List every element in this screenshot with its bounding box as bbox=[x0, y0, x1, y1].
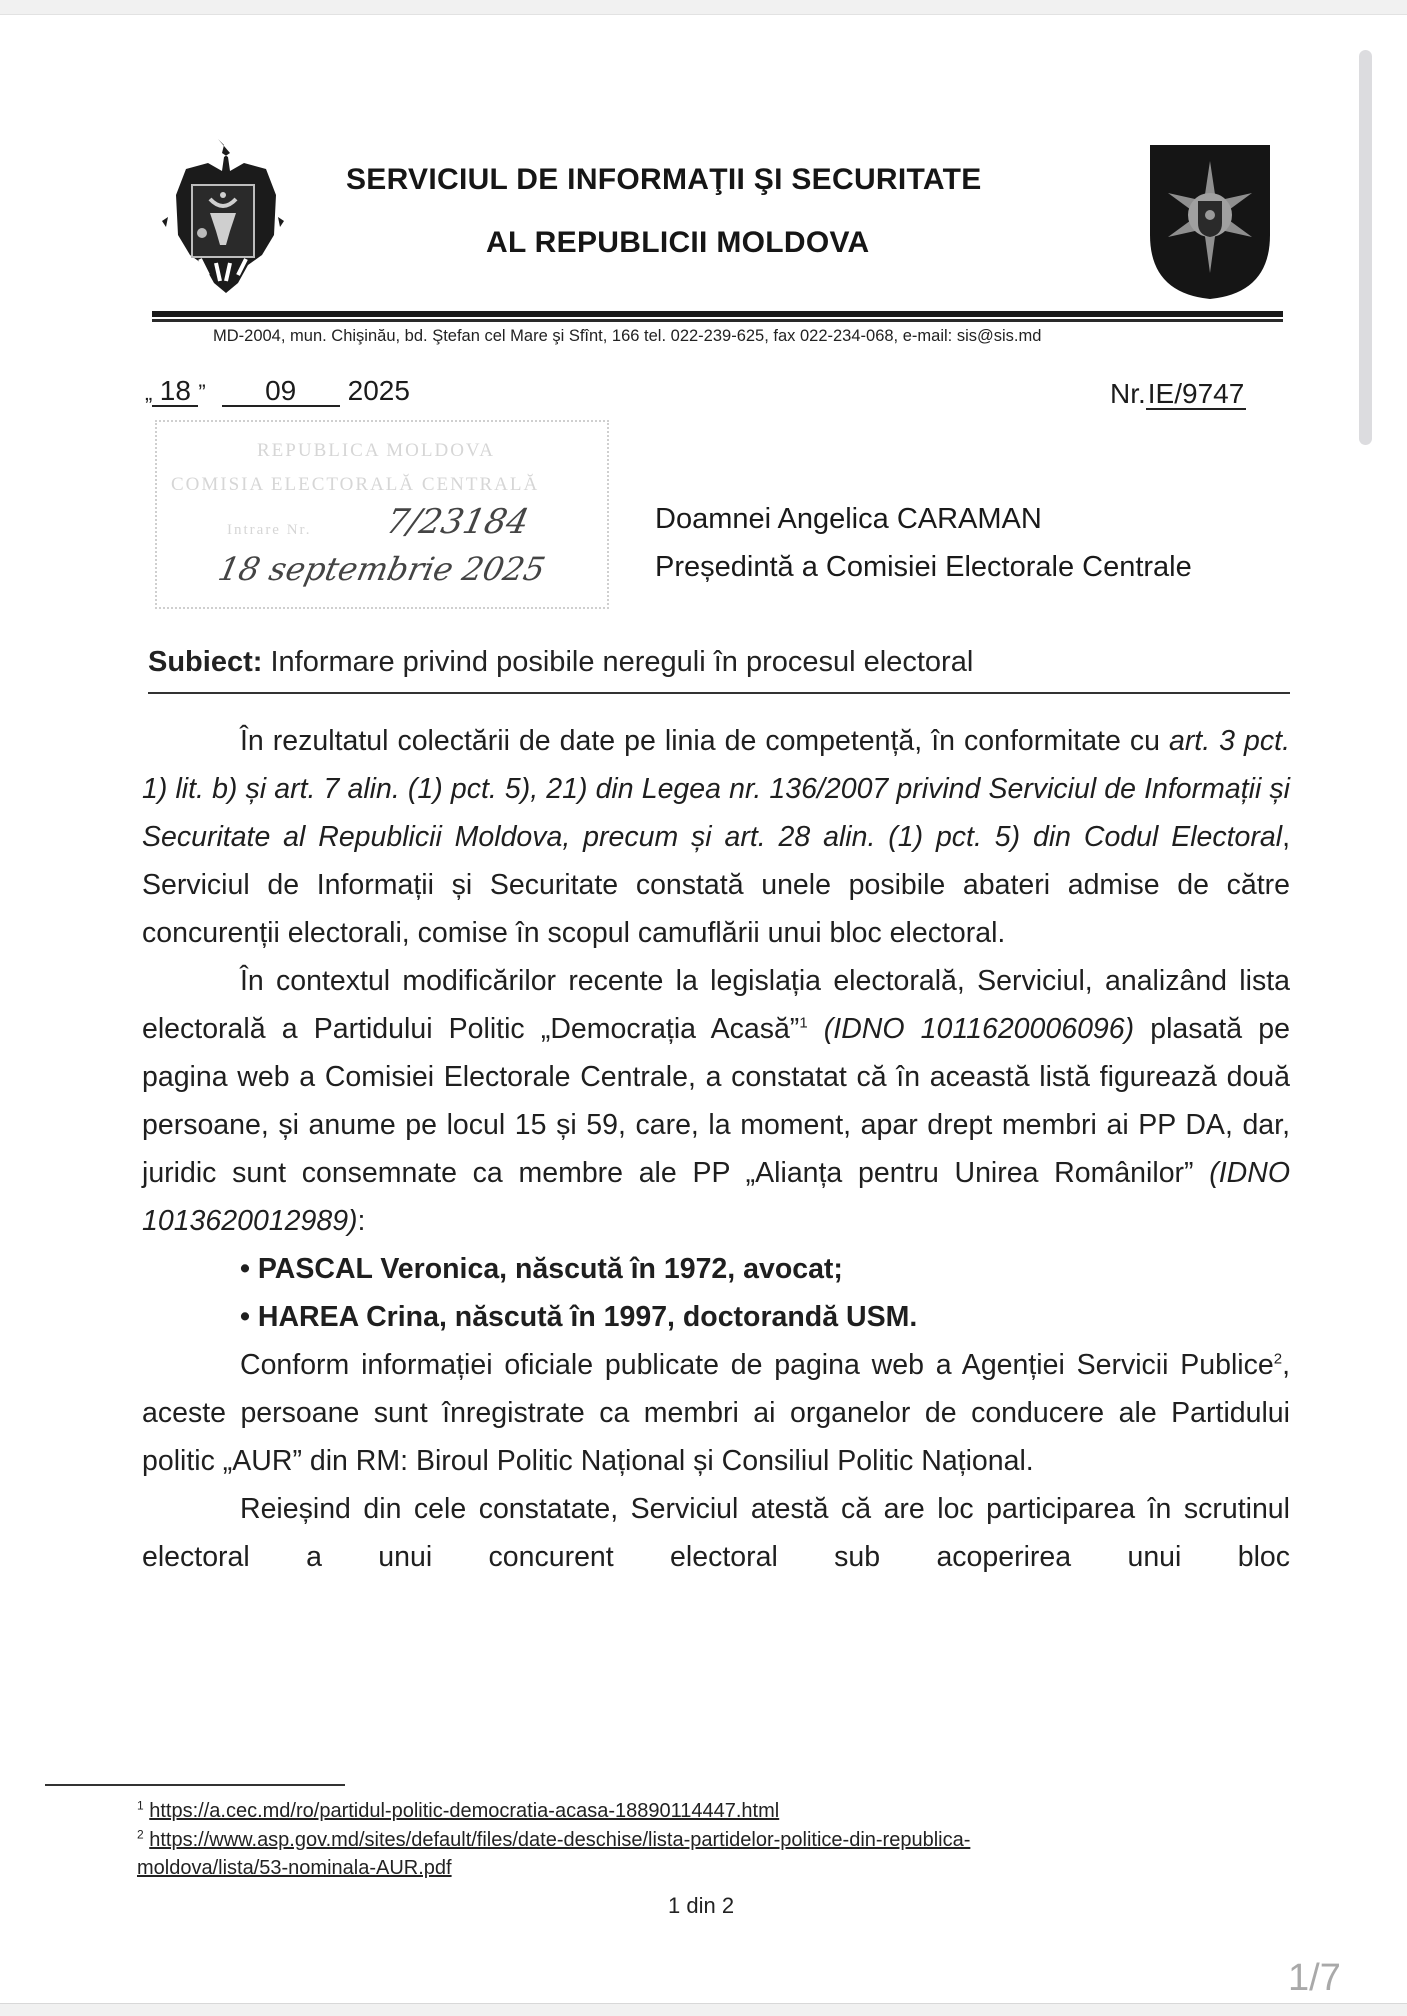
footnote-2 bbox=[137, 1829, 970, 1852]
footnote-rule bbox=[45, 1784, 345, 1786]
paragraph-1 bbox=[142, 717, 1290, 957]
stamp-printed-line3: Intrare Nr. bbox=[227, 522, 312, 538]
subject-label: Subiect: bbox=[148, 646, 263, 678]
recipient-title: Președintă a Comisiei Electorale Centrale bbox=[655, 551, 1192, 583]
legal-reference: art. 3 pct. 1) lit. b) și art. 7 alin. (1) pct. 5), 21) din Legea nr. 136/2007 privind Serviciul de Informații și Securitate al Republicii Moldova, precum și art. 28 alin. (1) pct. 5) din Codul Electoral bbox=[142, 725, 1290, 853]
date-day: 18 bbox=[152, 377, 198, 407]
number-value: IE/9747 bbox=[1147, 378, 1245, 409]
viewer-page-indicator: 1/7 bbox=[1288, 1957, 1341, 1999]
letter-number bbox=[1110, 378, 1246, 410]
moldova-coat-of-arms-icon bbox=[158, 133, 288, 293]
paragraph-1-text: În rezultatul colectării de date pe linia de competență, în conformitate cu bbox=[240, 725, 1169, 757]
paragraph-2-text-end: : bbox=[357, 1205, 366, 1237]
institution-title-line1: SERVICIUL DE INFORMAŢII ŞI SECURITATE bbox=[346, 163, 982, 196]
header-rule bbox=[152, 311, 1283, 317]
paragraph-2 bbox=[142, 957, 1290, 1245]
viewer-bottom-bar bbox=[0, 2003, 1407, 2016]
bullet-item-1: • PASCAL Veronica, născută în 1972, avocat; bbox=[240, 1253, 843, 1285]
idno-aur: (IDNO 1013620012989) bbox=[142, 1157, 1290, 1237]
paragraph-3-text-end: , aceste persoane sunt înregistrate ca membri ai organelor de conducere ale Partidului politic „AUR” din RM: Biroul Politic Național și Consiliul Politic Național. bbox=[142, 1349, 1290, 1477]
recipient-name: Doamnei Angelica CARAMAN bbox=[655, 503, 1042, 535]
bullet-item-2: • HAREA Crina, născută în 1997, doctorandă USM. bbox=[240, 1301, 918, 1333]
footnote-2-link[interactable]: https://www.asp.gov.md/sites/default/files/date-deschise/lista-partidelor-politice-din-republica- bbox=[149, 1829, 971, 1851]
institution-title-line2: AL REPUBLICII MOLDOVA bbox=[486, 226, 870, 259]
paragraph-2-text-mid: plasată pe pagina web a Comisiei Electorale Centrale, a constatat că în această listă figurează două persoane, și anume pe locul 15 și 59, care, la moment, apar drept membri ai PP DA, dar, juridic sunt consemnate ca membre ale PP „Alianța pentru Unirea Românilor” bbox=[142, 1013, 1290, 1189]
footnote-1-number: 1 bbox=[137, 1798, 144, 1813]
stamp-printed-line1: REPUBLICA MOLDOVA bbox=[257, 440, 495, 461]
footnote-1-link[interactable]: https://a.cec.md/ro/partidul-politic-democratia-acasa-18890114447.html bbox=[149, 1800, 780, 1822]
sis-emblem-icon bbox=[1148, 143, 1272, 301]
letter-body bbox=[142, 717, 1290, 1581]
institution-address: MD-2004, mun. Chişinău, bd. Ştefan cel Mare şi Sfînt, 166 tel. 022-239-625, fax 022-234-068, e-mail: sis@sis.md bbox=[213, 327, 1042, 345]
subject-line bbox=[148, 646, 973, 679]
date-close-quote: ” bbox=[198, 380, 206, 405]
number-label: Nr. bbox=[1110, 378, 1146, 409]
footnote-2-link-continued[interactable]: moldova/lista/53-nominala-AUR.pdf bbox=[137, 1857, 452, 1879]
footnote-ref-1[interactable]: 1 bbox=[799, 1014, 808, 1032]
footnote-2-continued bbox=[137, 1857, 452, 1880]
footnote-2-number: 2 bbox=[137, 1827, 144, 1842]
idno-democratia-acasa: (IDNO 1011620006096) bbox=[807, 1013, 1135, 1045]
paragraph-3-text: Conform informației oficiale publicate de pagina web a Agenției Servicii Publice bbox=[240, 1349, 1274, 1381]
registration-stamp bbox=[155, 420, 609, 609]
vertical-scrollbar[interactable] bbox=[1359, 50, 1372, 445]
paragraph-4: Reieșind din cele constatate, Serviciul atestă că are loc participarea în scrutinul electoral a unui concurent electoral sub acoperirea unui bloc bbox=[142, 1493, 1290, 1573]
paragraph-3 bbox=[142, 1341, 1290, 1485]
paragraph-1-text-end: , Serviciul de Informații și Securitate constată unele posibile abateri admise de către concurenții electorali, comise în scopul camuflării unui bloc electoral. bbox=[142, 821, 1290, 949]
date-open-quote: „ bbox=[145, 380, 153, 405]
viewer-top-bar bbox=[0, 0, 1407, 15]
document-page-number: 1 din 2 bbox=[668, 1893, 735, 1918]
stamp-handwritten-date: 18 septembrie 2025 bbox=[214, 550, 549, 588]
footnote-1 bbox=[137, 1800, 779, 1823]
stamp-printed-line2: COMISIA ELECTORALĂ CENTRALĂ bbox=[171, 474, 540, 495]
stamp-handwritten-number: 7/23184 bbox=[382, 502, 533, 542]
subject-rule bbox=[148, 692, 1290, 694]
header-rule-thin bbox=[152, 319, 1283, 322]
paragraph-2-text: În contextul modificărilor recente la legislația electorală, Serviciul, analizând lista electorală a Partidului Politic „Democrația Acasă” bbox=[142, 965, 1290, 1045]
date-month: 09 bbox=[222, 377, 340, 407]
footnote-ref-2[interactable]: 2 bbox=[1273, 1350, 1283, 1368]
date-year: 2025 bbox=[347, 375, 410, 406]
letter-date bbox=[145, 375, 410, 407]
subject-text: Informare privind posibile nereguli în procesul electoral bbox=[270, 646, 974, 678]
